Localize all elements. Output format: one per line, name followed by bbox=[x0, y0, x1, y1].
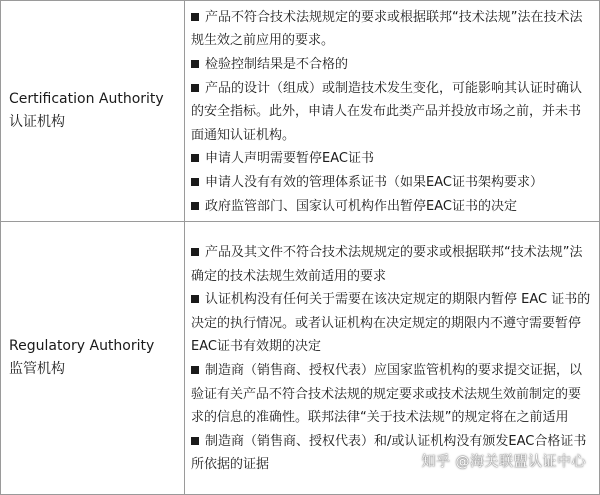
row-label-en: Certification Authority bbox=[9, 91, 164, 107]
row-label-zh: 认证机构 bbox=[9, 114, 65, 130]
square-bullet-icon bbox=[191, 295, 199, 303]
square-bullet-icon bbox=[191, 366, 199, 374]
list-item-text: 检验控制结果是不合格的 bbox=[205, 57, 349, 73]
list-item-text: 制造商（销售商、授权代表）应国家监管机构的要求提交证据，以验证有关产品不符合技术法规的规定要求或技术法规生效前制定的要求的信息的准确性。联邦法律“关于技术法规”的规定将在之前适用 bbox=[191, 363, 583, 426]
row-label-en: Regulatory Authority bbox=[9, 338, 155, 354]
list-item-text: 产品的设计（组成）或制造技术发生变化，可能影响其认证时确认的安全指标。此外，申请人在发布此类产品并投放市场之前，并未书面通知认证机构。 bbox=[191, 80, 583, 143]
list-item bbox=[191, 241, 593, 288]
square-bullet-icon bbox=[191, 178, 199, 186]
square-bullet-icon bbox=[191, 60, 199, 68]
square-bullet-icon bbox=[191, 154, 199, 162]
list-item bbox=[191, 171, 593, 195]
list-item bbox=[191, 6, 593, 53]
list-item-text: 认证机构没有任何关于需要在该决定规定的期限内暂停 EAC 证书的决定的执行情况。或者认证机构在决定规定的期限内不遵守需要暂停EAC证书有效期的决定 bbox=[191, 292, 591, 355]
list-item bbox=[191, 147, 593, 171]
square-bullet-icon bbox=[191, 248, 199, 256]
list-item bbox=[191, 195, 593, 219]
square-bullet-icon bbox=[191, 84, 199, 92]
list-item bbox=[191, 53, 593, 77]
row-label-zh: 监管机构 bbox=[9, 361, 65, 377]
list-item-text: 申请人声明需要暂停EAC证书 bbox=[205, 151, 374, 167]
list-item bbox=[191, 77, 593, 148]
list-item bbox=[191, 359, 593, 430]
square-bullet-icon bbox=[191, 202, 199, 210]
square-bullet-icon bbox=[191, 437, 199, 445]
list-item-text: 产品及其文件不符合技术法规规定的要求或根据联邦“技术法规”法确定的技术法规生效前适用的要求 bbox=[191, 245, 583, 284]
list-item-text: 申请人没有有效的管理体系证书（如果EAC证书架构要求） bbox=[205, 174, 543, 190]
watermark: 知乎 @海关联盟认证中心 bbox=[421, 454, 586, 470]
square-bullet-icon bbox=[191, 13, 199, 21]
row-content-cell bbox=[185, 1, 600, 222]
row-label-cell bbox=[1, 222, 185, 495]
table-row-certification-authority bbox=[1, 1, 600, 222]
row-label-cell bbox=[1, 1, 185, 222]
list-item bbox=[191, 288, 593, 359]
list-item-text: 产品不符合技术法规规定的要求或根据联邦“技术法规”法在技术法规生效之前应用的要求。 bbox=[191, 9, 583, 49]
list-item-text: 政府监管部门、国家认可机构作出暂停EAC证书的决定 bbox=[205, 198, 517, 214]
list-item-text: 制造商（销售商、授权代表）和/或认证机构没有颁发EAC合格证书所依据的证据 bbox=[191, 433, 587, 473]
